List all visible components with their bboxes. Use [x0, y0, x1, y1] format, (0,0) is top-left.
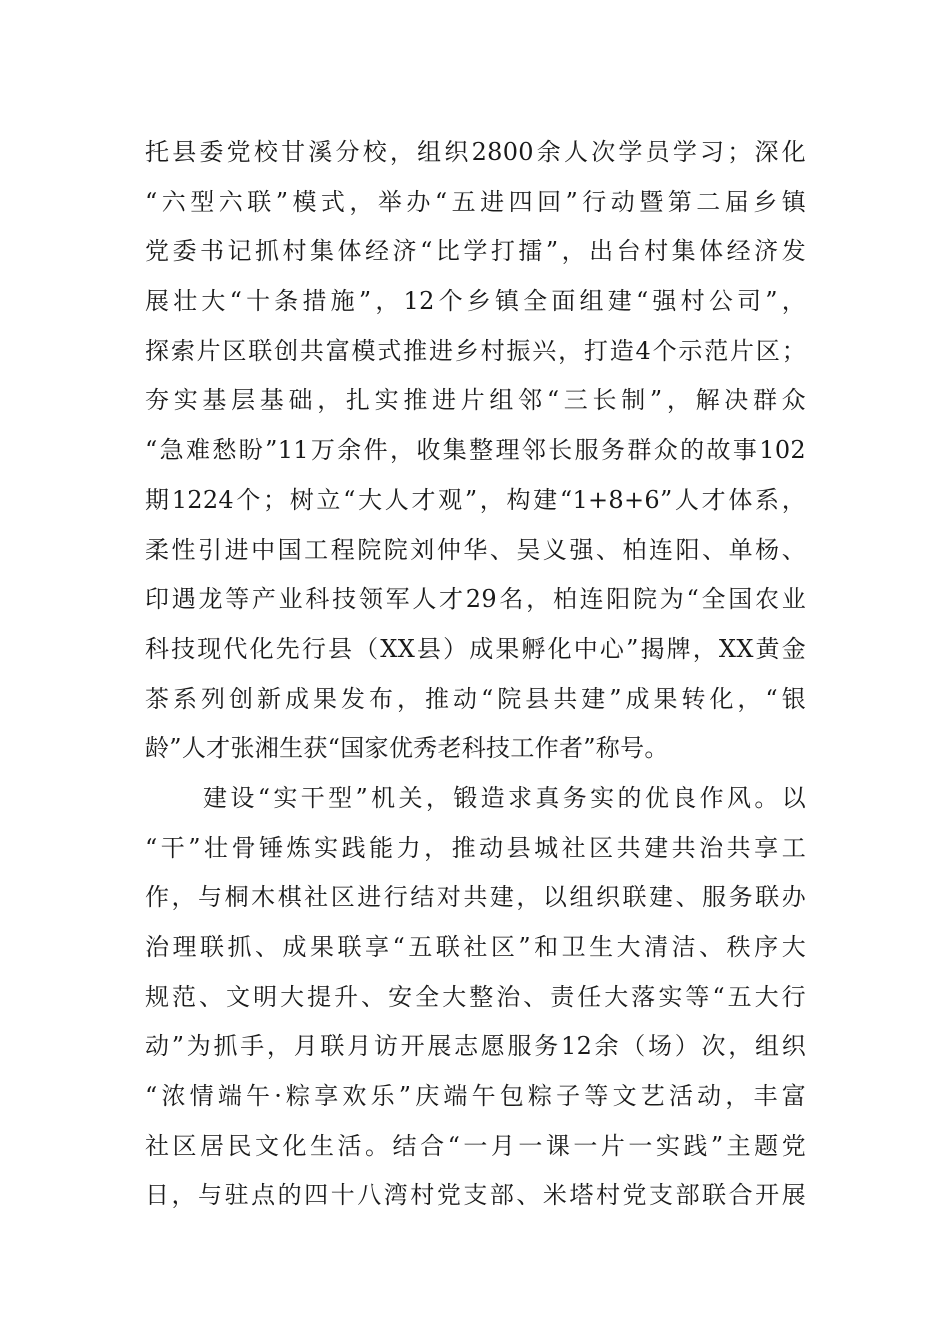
- text-line: “急难愁盼”11万余件，收集整理邻长服务群众的故事102: [145, 436, 806, 465]
- text-line: “干”壮骨锤炼实践能力，推动县城社区共建共治共享工: [145, 833, 806, 862]
- text-line: 期1224个；树立“大人才观”，构建“1+8+6”人才体系，: [145, 485, 806, 514]
- text-line: 托县委党校甘溪分校，组织2800余人次学员学习；深化: [145, 138, 806, 166]
- text-line: 治理联抓、成果联享“五联社区”和卫生大清洁、秩序大: [145, 933, 806, 961]
- text-line: 日，与驻点的四十八湾村党支部、米塔村党支部联合开展: [145, 1181, 806, 1210]
- text-line: 建设“实干型”机关，锻造求真务实的优良作风。以: [203, 783, 806, 812]
- text-line: 展壮大“十条措施”，12个乡镇全面组建“强村公司”，: [145, 287, 806, 316]
- text-line: 作，与桐木棋社区进行结对共建，以组织联建、服务联办: [145, 883, 806, 912]
- text-line: 龄”人才张湘生获“国家优秀老科技工作者”称号。: [145, 734, 669, 763]
- text-line: 茶系列创新成果发布，推动“院县共建”成果转化，“银: [145, 684, 806, 713]
- text-line: 夯实基层基础，扎实推进片组邻“三长制”，解决群众: [145, 386, 806, 415]
- text-line: “浓情端午·粽享欢乐”庆端午包粽子等文艺活动，丰富: [145, 1082, 806, 1111]
- text-line: 科技现代化先行县（XX县）成果孵化中心”揭牌，XX黄金: [145, 634, 806, 663]
- text-line: 党委书记抓村集体经济“比学打擂”，出台村集体经济发: [145, 237, 806, 266]
- paragraph-1: [145, 128, 806, 774]
- text-line: 规范、文明大提升、安全大整治、责任大落实等“五大行: [145, 982, 806, 1011]
- text-line: 印遇龙等产业科技领军人才29名，柏连阳院为“全国农业: [145, 585, 806, 614]
- text-line: “六型六联”模式，举办“五进四回”行动暨第二届乡镇: [145, 187, 806, 216]
- text-line: 探索片区联创共富模式推进乡村振兴，打造4个示范片区；: [145, 336, 806, 365]
- paragraph-2: [145, 774, 806, 1221]
- text-line: 动”为抓手，月联月访开展志愿服务12余（场）次，组织: [145, 1032, 806, 1061]
- text-line: 社区居民文化生活。结合“一月一课一片一实践”主题党: [145, 1131, 806, 1160]
- text-line: 柔性引进中国工程院院刘仲华、吴义强、柏连阳、单杨、: [145, 535, 806, 564]
- document-body: [145, 128, 806, 1221]
